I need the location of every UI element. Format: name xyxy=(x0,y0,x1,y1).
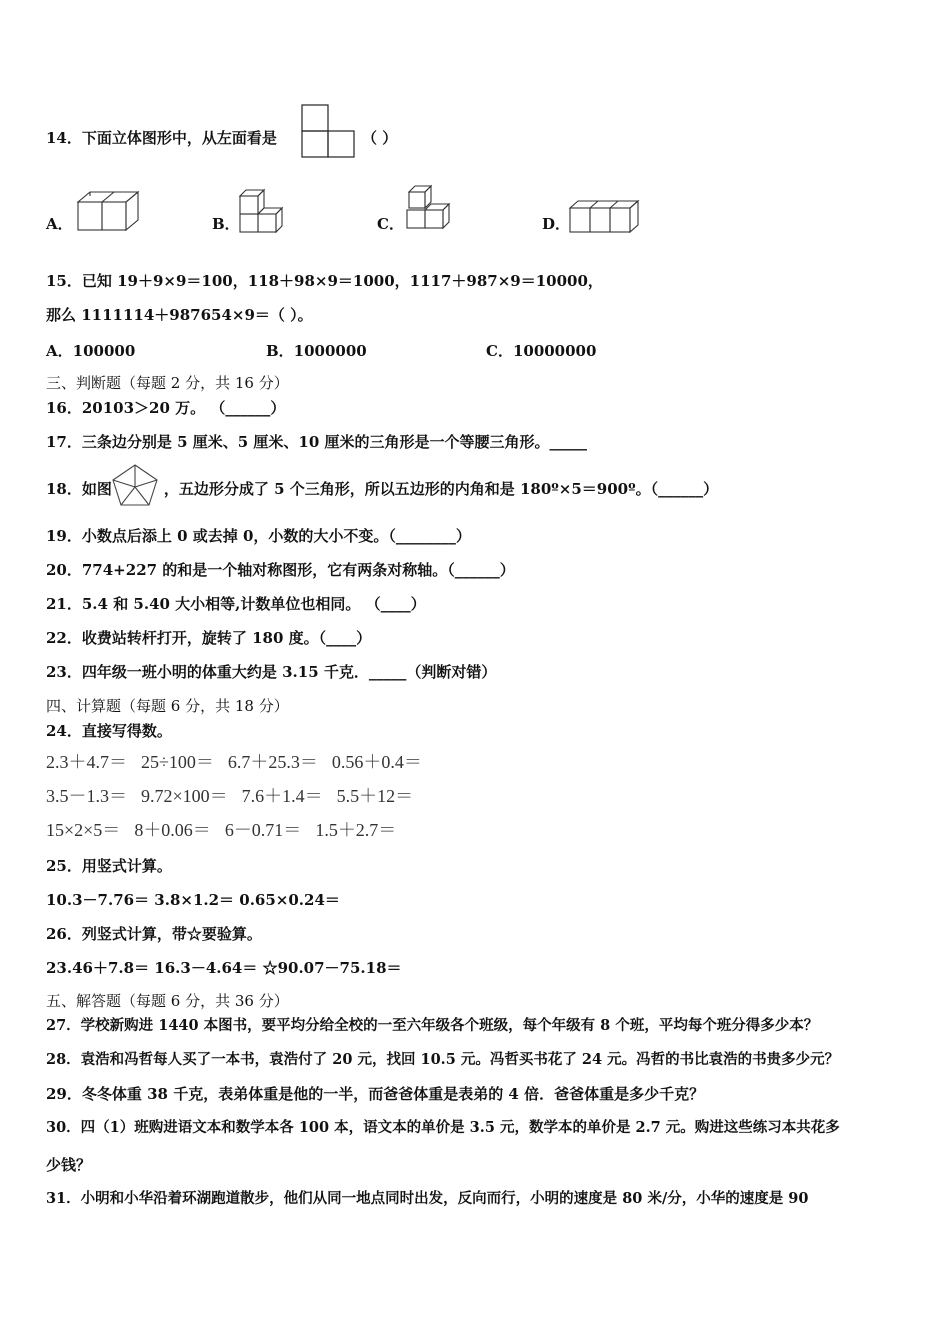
q15-line-2: 那么 1111114＋987654×9＝（ ）。 xyxy=(46,306,313,324)
q15-line-1: 15．已知 19＋9×9＝100，118＋98×9＝1000，1117＋987×9＝10000， xyxy=(46,272,603,290)
section-3-heading: 三、判断题（每题 2 分，共 16 分） xyxy=(46,374,289,392)
q18-suffix: ，五边形分成了 5 个三角形，所以五边形的内角和是 180º×5＝900º。（______） xyxy=(163,480,719,498)
q22: 22．收费站转杆打开，旋转了 180 度。（____） xyxy=(46,629,372,647)
q24-item: 7.6＋1.4＝ xyxy=(241,786,323,806)
q20: 20．774+227 的和是一个轴对称图形，它有两条对称轴。（______） xyxy=(46,561,515,579)
q14-option-a-label: A． xyxy=(46,215,73,233)
q24-row-1 xyxy=(46,752,436,772)
q30-line-2: 少钱？ xyxy=(46,1156,92,1174)
q15-option-c: C．10000000 xyxy=(486,342,597,360)
q14-option-b-label: B． xyxy=(212,215,240,233)
q24-item: 6－0.71＝ xyxy=(224,820,302,840)
q14-option-c-figure xyxy=(403,184,455,234)
q24-item: 3.5－1.3＝ xyxy=(46,786,127,806)
q19: 19．小数点后添上 0 或去掉 0，小数的大小不变。（________） xyxy=(46,527,471,545)
q14-option-c-label: C． xyxy=(377,215,404,233)
q24-item: 5.5＋12＝ xyxy=(336,786,414,806)
q14-option-d-label: D． xyxy=(542,215,571,233)
q14-paren: （ ） xyxy=(362,129,398,147)
q18-pentagon-figure xyxy=(111,463,159,507)
q31: 31．小明和小华沿着环湖跑道散步，他们从同一地点同时出发，反向而行，小明的速度是 80 米/分，小华的速度是 90 xyxy=(46,1190,809,1207)
q24-title: 24．直接写得数。 xyxy=(46,722,172,740)
q14-stem: 14．下面立体图形中，从左面看是 xyxy=(46,129,277,147)
q25-title: 25．用竖式计算。 xyxy=(46,857,172,875)
section-4-heading: 四、计算题（每题 6 分，共 18 分） xyxy=(46,697,289,715)
q24-item: 25÷100＝ xyxy=(141,752,214,772)
q15-option-a: A．100000 xyxy=(46,342,136,360)
section-5-heading: 五、解答题（每题 6 分，共 36 分） xyxy=(46,992,289,1010)
q24-item: 0.56＋0.4＝ xyxy=(331,752,422,772)
q24-item: 15×2×5＝ xyxy=(46,820,121,840)
q24-item: 8＋0.06＝ xyxy=(134,820,211,840)
q21: 21．5.4 和 5.40 大小相等,计数单位也相同。 （____） xyxy=(46,595,426,613)
q26-items: 23.46＋7.8＝ 16.3－4.64＝ ☆90.07－75.18＝ xyxy=(46,959,402,977)
q24-item: 2.3＋4.7＝ xyxy=(46,752,127,772)
q25-items: 10.3－7.76＝ 3.8×1.2＝ 0.65×0.24＝ xyxy=(46,891,340,909)
q16: 16．20103＞20 万。 （______） xyxy=(46,399,286,417)
q29: 29．冬冬体重 38 千克，表弟体重是他的一半，而爸爸体重是表弟的 4 倍．爸爸体重是多少千克？ xyxy=(46,1085,705,1103)
q28: 28．袁浩和冯哲每人买了一本书，袁浩付了 20 元，找回 10.5 元。冯哲买书花了 24 元。冯哲的书比袁浩的书贵多少元？ xyxy=(46,1051,840,1068)
q27: 27．学校新购进 1440 本图书，要平均分给全校的一至六年级各个班级，每个年级有 8 个班，平均每个班分得多少本？ xyxy=(46,1017,819,1034)
q23: 23．四年级一班小明的体重大约是 3.15 千克．_____（判断对错） xyxy=(46,663,497,681)
q14-option-a-figure xyxy=(76,190,140,234)
q14-text xyxy=(46,128,277,148)
q24-row-3 xyxy=(46,820,410,840)
q14-option-b-figure xyxy=(238,186,290,236)
q14-option-d-figure xyxy=(568,198,640,238)
q15-option-b: B．1000000 xyxy=(266,342,367,360)
q17: 17．三条边分别是 5 厘米、5 厘米、10 厘米的三角形是一个等腰三角形。_____ xyxy=(46,433,588,451)
q18-prefix: 18．如图 xyxy=(46,480,112,498)
q24-item: 1.5＋2.7＝ xyxy=(315,820,397,840)
q24-item: 9.72×100＝ xyxy=(141,786,228,806)
q30-line-1: 30．四（1）班购进语文本和数学本各 100 本，语文本的单价是 3.5 元，数学本的单价是 2.7 元。购进这些练习本共花多 xyxy=(46,1119,840,1136)
q14-left-view-figure xyxy=(301,104,357,158)
q24-row-2 xyxy=(46,786,427,806)
q26-title: 26．列竖式计算，带☆要验算。 xyxy=(46,925,262,943)
q24-item: 6.7＋25.3＝ xyxy=(227,752,318,772)
